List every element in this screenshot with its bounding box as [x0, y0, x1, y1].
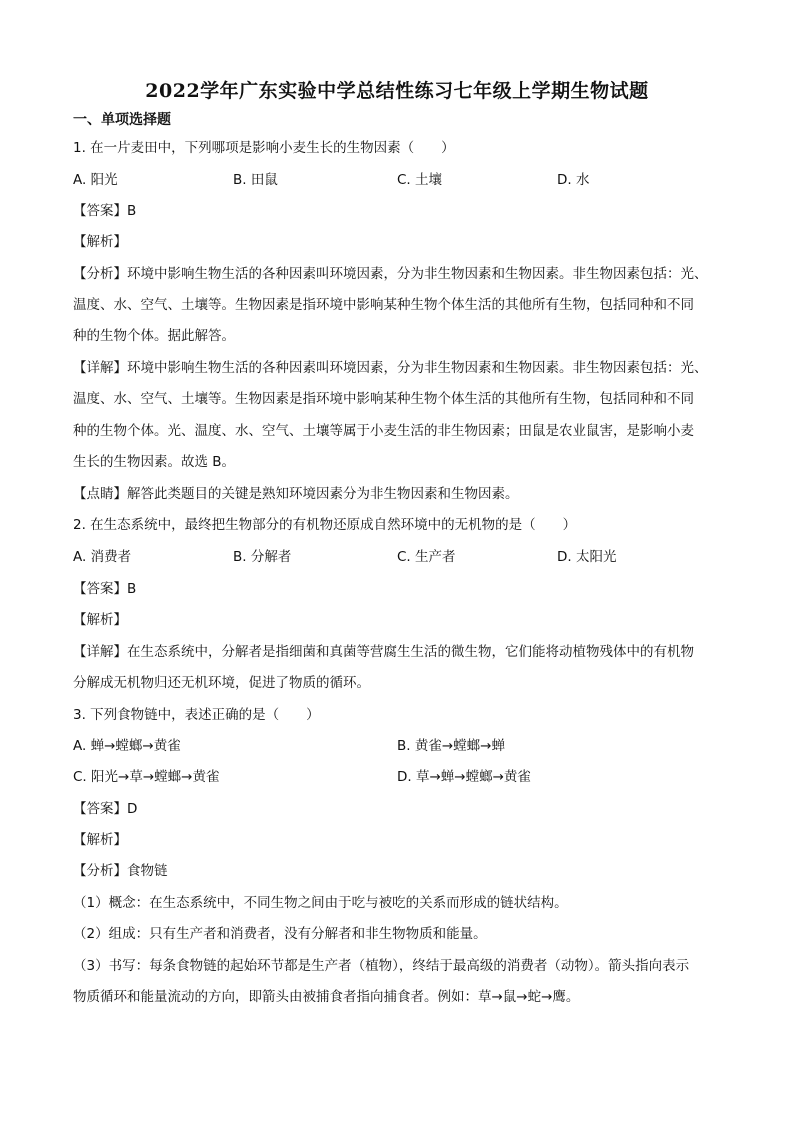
q1-stem: 1. 在一片麦田中，下列哪项是影响小麦生长的生物因素（ ）	[73, 140, 455, 156]
xiangjie-text: 环境中影响生物生活的各种因素叫环境因素，分为非生物因素和生物因素。非生物因素包括：光、	[127, 360, 708, 376]
section-heading: 一、单项选择题	[73, 112, 171, 128]
q1-xiangjie-line: 温度、水、空气、土壤等。生物因素是指环境中影响某种生物个体生活的其他所有生物，包括同种和不同	[73, 391, 694, 407]
q3-fenxi	[73, 861, 724, 881]
jiexi-tag: 【 解析 】	[73, 612, 127, 628]
xiangjie-tag: 【 详解 】	[73, 360, 127, 376]
dianjing-text: 解答此类题目的关键是熟知环境因素分为非生物因素和生物因素。	[127, 486, 519, 502]
xiangjie-text: 在生态系统中，分解者是指细菌和真菌等营腐生生活的微生物，它们能将动植物残体中的有机物	[127, 644, 694, 660]
q3-option-d: D. 草→蝉→螳螂→黄雀	[397, 769, 531, 785]
q1-option-a: A. 阳光	[73, 172, 118, 188]
q2-xiangjie-line: 分解成无机物归还无机环境，促进了物质的循环。	[73, 675, 370, 691]
q2-option-b: B. 分解者	[233, 549, 292, 565]
q1-dianjing	[73, 484, 724, 504]
q3-jiexi	[73, 830, 724, 850]
fenxi-tag: 【 分析 】	[73, 863, 127, 879]
answer-value: B	[127, 203, 137, 219]
jiexi-tag: 【 解析 】	[73, 234, 127, 250]
q1-xiangjie-line	[73, 358, 724, 378]
q3-point: （3）书写：每条食物链的起始环节都是生产者（植物），终结于最高级的消费者（动物）。箭头指向表示	[73, 958, 690, 974]
answer-tag: 【 答案 】	[73, 581, 127, 597]
answer-tag: 【 答案 】	[73, 801, 127, 817]
q1-answer	[73, 201, 724, 221]
q3-point: （1）概念：在生态系统中，不同生物之间由于吃与被吃的关系而形成的链状结构。	[73, 895, 568, 911]
q1-fenxi-line	[73, 264, 724, 284]
q3-option-c: C. 阳光→草→螳螂→黄雀	[73, 769, 220, 785]
q1-option-c: C. 土壤	[397, 172, 443, 188]
q3-point: （2）组成：只有生产者和消费者，没有分解者和非生物物质和能量。	[73, 926, 487, 942]
q3-point: 物质循环和能量流动的方向，即箭头由被捕食者指向捕食者。例如：草→鼠→蛇→鹰。	[73, 989, 580, 1005]
q3-option-b: B. 黄雀→螳螂→蝉	[397, 738, 505, 754]
fenxi-text: 环境中影响生物生活的各种因素叫环境因素，分为非生物因素和生物因素。非生物因素包括：光、	[127, 266, 708, 282]
answer-tag: 【 答案 】	[73, 203, 127, 219]
q2-jiexi	[73, 610, 724, 630]
q3-option-a: A. 蝉→螳螂→黄雀	[73, 738, 181, 754]
q1-xiangjie-line: 生长的生物因素。故选 B。	[73, 454, 236, 470]
q2-option-c: C. 生产者	[397, 549, 456, 565]
q1-fenxi-line: 温度、水、空气、土壤等。生物因素是指环境中影响某种生物个体生活的其他所有生物，包括同种和不同	[73, 297, 694, 313]
q1-option-d: D. 水	[557, 172, 590, 188]
fenxi-text: 食物链	[127, 863, 168, 879]
q2-option-d: D. 太阳光	[557, 549, 617, 565]
q1-jiexi	[73, 232, 724, 252]
jiexi-tag: 【 解析 】	[73, 832, 127, 848]
q1-xiangjie-line: 种的生物个体。光、温度、水、空气、土壤等属于小麦生活的非生物因素；田鼠是农业鼠害，是影响小麦	[73, 423, 694, 439]
q1-fenxi-line: 种的生物个体。据此解答。	[73, 328, 235, 344]
answer-value: D	[127, 801, 138, 817]
q2-option-a: A. 消费者	[73, 549, 132, 565]
page-title: 2022学年广东实验中学总结性练习七年级上学期生物试题	[145, 80, 649, 102]
xiangjie-tag: 【 详解 】	[73, 644, 127, 660]
q2-answer	[73, 579, 724, 599]
q2-xiangjie-line	[73, 642, 724, 662]
q3-answer	[73, 799, 724, 819]
answer-value: B	[127, 581, 137, 597]
fenxi-tag: 【 分析 】	[73, 266, 127, 282]
dianjing-tag: 【 点睛 】	[73, 486, 127, 502]
q2-stem: 2. 在生态系统中，最终把生物部分的有机物还原成自然环境中的无机物的是（ ）	[73, 517, 577, 533]
q3-stem: 3. 下列食物链中，表述正确的是（ ）	[73, 707, 320, 723]
q1-option-b: B. 田鼠	[233, 172, 278, 188]
